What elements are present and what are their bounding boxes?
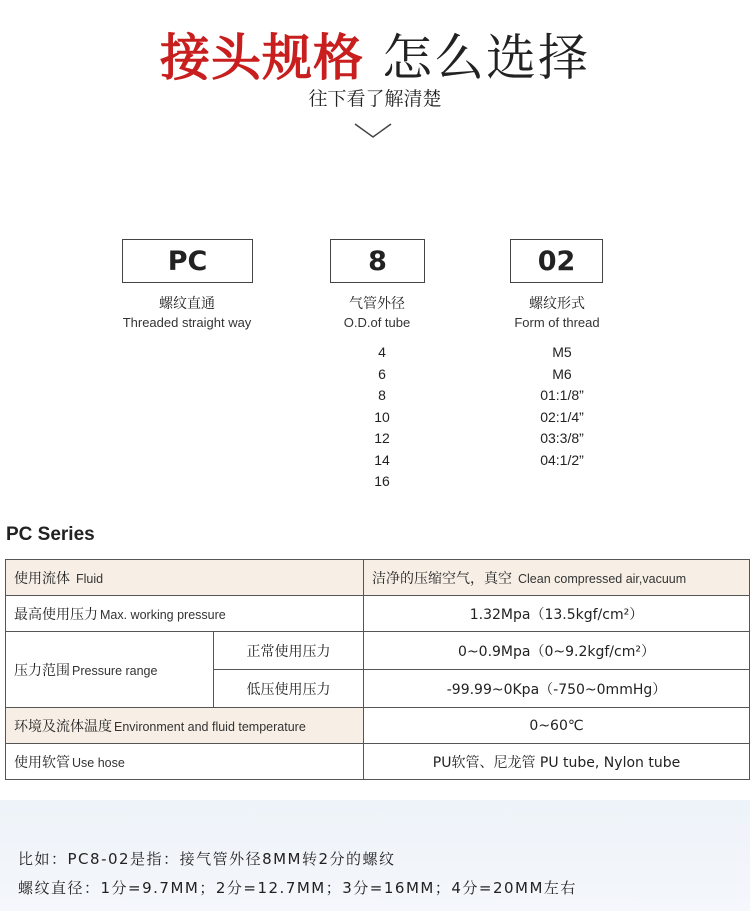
list-item: 8 [378, 387, 386, 403]
thread-options [512, 342, 612, 471]
list-item: 16 [374, 473, 390, 489]
list-item: 4 [378, 344, 386, 360]
page-title [0, 18, 750, 90]
row-label: 最高使用压力 Max. working pressure [6, 596, 364, 632]
tube-od-options [342, 342, 422, 493]
code-box-thread: 02 [510, 239, 603, 283]
row-label: 使用软管 Use hose [6, 744, 364, 780]
row-label: 环境及流体温度 Environment and fluid temperature [6, 708, 364, 744]
title-black: 怎么选择 [382, 29, 590, 87]
code-box-type: PC [122, 239, 253, 283]
list-item: M6 [552, 365, 572, 382]
row-label: 使用流体 Fluid [6, 560, 364, 596]
list-item: 02:1/4” [540, 408, 584, 425]
list-item: 14 [374, 451, 390, 468]
row-value: 1.32Mpa（13.5kgf/cm²） [364, 596, 750, 632]
sub-row-label: 正常使用压力 [214, 632, 364, 670]
list-item: 12 [374, 430, 390, 446]
table-row [6, 632, 750, 670]
code-label-cn: 气管外径 [349, 296, 405, 312]
list-item: 01:1/8” [540, 387, 584, 403]
row-value: 0~0.9Mpa（0~9.2kgf/cm²） [364, 632, 750, 670]
row-value: 洁净的压缩空气，真空 Clean compressed air,vacuum [364, 560, 750, 596]
table-row [6, 708, 750, 744]
row-label: 压力范围 Pressure range [6, 632, 214, 708]
code-label-cn: 螺纹形式 [529, 296, 585, 312]
spec-table [5, 559, 750, 780]
note-line-example: 比如：PC8-02是指：接气管外径8MM转2分的螺纹 [18, 850, 396, 868]
list-item: M5 [552, 344, 572, 360]
row-value: 0~60℃ [364, 708, 750, 744]
row-value: -99.99~0Kpa（-750~0mmHg） [364, 670, 750, 708]
note-line-thread-diameter: 螺纹直径：1分=9.7MM；2分=12.7MM；3分=16MM；4分=20MM左右 [18, 879, 577, 897]
series-title: PC Series [6, 524, 95, 545]
list-item: 6 [378, 365, 386, 382]
page-subtitle: 往下看了解清楚 [308, 88, 442, 110]
title-red: 接头规格 [160, 29, 364, 87]
table-row [6, 560, 750, 596]
list-item: 10 [374, 408, 390, 425]
chevron-down-icon [354, 122, 392, 140]
list-item: 03:3/8” [540, 430, 584, 446]
code-label-en: O.D.of tube [343, 315, 411, 330]
code-label-en: Threaded straight way [122, 315, 252, 330]
sub-row-label: 低压使用压力 [214, 670, 364, 708]
code-label-en: Form of thread [514, 315, 600, 330]
code-box-tube-od: 8 [330, 239, 425, 283]
table-row [6, 744, 750, 780]
code-label-cn: 螺纹直通 [159, 296, 215, 312]
list-item: 04:1/2” [540, 451, 584, 468]
table-row [6, 596, 750, 632]
row-value: PU软管、尼龙管 PU tube, Nylon tube [364, 744, 750, 780]
